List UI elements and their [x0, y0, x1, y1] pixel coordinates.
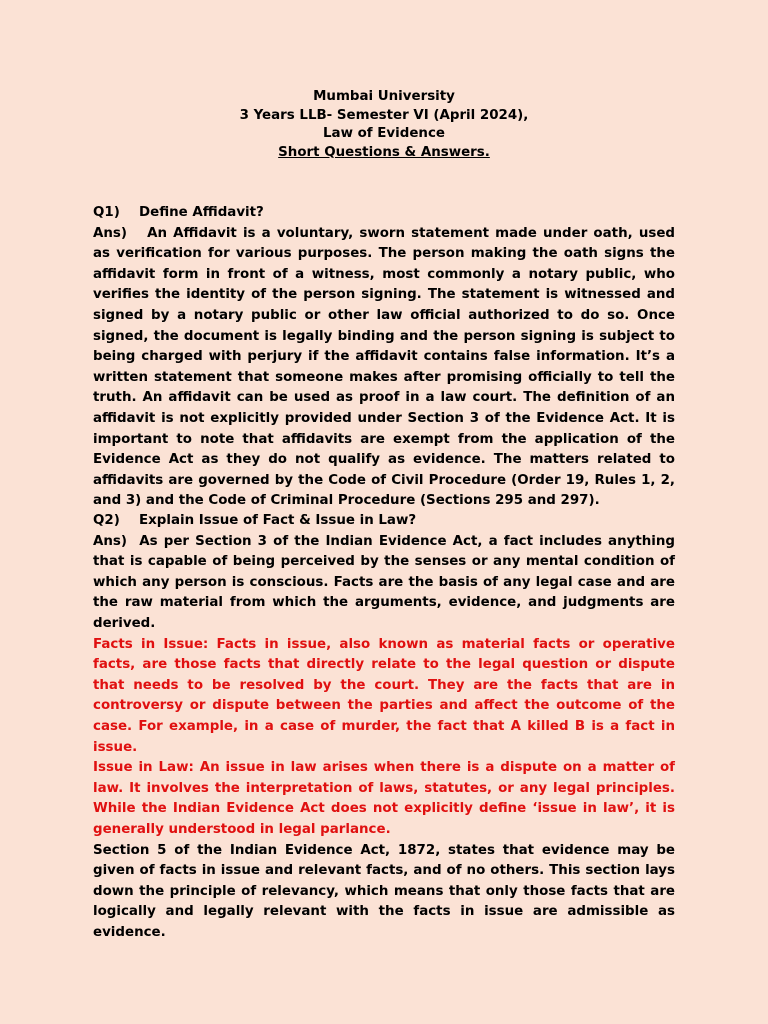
question-2	[93, 511, 675, 532]
answer-label: Ans)	[93, 225, 127, 241]
document-header	[0, 88, 768, 162]
subject-title: Law of Evidence	[323, 126, 445, 141]
section5-paragraph: Section 5 of the Indian Evidence Act, 1872, states that evidence may be given of facts in issue and relevant facts, and of no others. This section lays down the principle of relevancy, which means that only those facts that are logically and legally relevant with the facts in issue are admissible as evidence.	[93, 842, 675, 940]
answer-2	[93, 532, 675, 635]
facts-in-issue-paragraph: Facts in Issue: Facts in issue, also known as material facts or operative facts, are those facts that directly relate to the legal question or dispute that needs to be resolved by the court. They are the facts that are in controversy or dispute between the parties and affect the outcome of the case. For example, in a case of murder, the fact that A killed B is a fact in issue.	[93, 636, 675, 755]
question-number: Q1)	[93, 205, 120, 220]
answer-label: Ans)	[93, 533, 127, 549]
course-semester: 3 Years LLB- Semester VI (April 2024),	[239, 107, 529, 123]
question-text: Explain Issue of Fact & Issue in Law?	[139, 513, 417, 528]
question-block-1	[93, 203, 675, 512]
question-1	[93, 203, 675, 224]
question-text: Define Affidavit?	[139, 205, 264, 220]
answer-1	[93, 224, 675, 512]
section-title: Short Questions & Answers.	[278, 144, 490, 160]
answer-text: As per Section 3 of the Indian Evidence Act, a fact includes anything that is capable of being perceived by the senses or any mental condition of which any person is conscious. Facts are the basis of any legal case and are the raw material from which the arguments, evidence, and judgments are derived.	[93, 533, 675, 631]
issue-in-law-paragraph: Issue in Law: An issue in law arises when there is a dispute on a matter of law. It involves the interpretation of laws, statutes, or any legal principles. While the Indian Evidence Act does not explicitly define ‘issue in law’, it is generally understood in legal parlance.	[93, 760, 675, 837]
university-name: Mumbai University	[313, 89, 455, 104]
answer-text: An Affidavit is a voluntary, sworn statement made under oath, used as verification for various purposes. The person making the oath signs the affidavit form in front of a witness, most commonly a notary public, who verifies the identity of the person signing. The statement is witnessed and signed by a notary public or other law official authorized to do so. Once signed, the document is legally binding and the person signing is subject to being charged with perjury if the affidavit contains false information. It’s a written statement that someone makes after promising officially to tell the truth. An affidavit can be used as proof in a law court. The definition of an affidavit is not explicitly provided under Section 3 of the Evidence Act. It is important to note that affidavits are exempt from the application of the Evidence Act as they do not qualify as evidence. The matters related to affidavits are governed by the Code of Civil Procedure (Order 19, Rules 1, 2, and 3) and the Code of Criminal Procedure (Sections 295 and 297).	[93, 225, 675, 509]
question-number: Q2)	[93, 513, 120, 528]
question-block-2	[93, 511, 675, 943]
